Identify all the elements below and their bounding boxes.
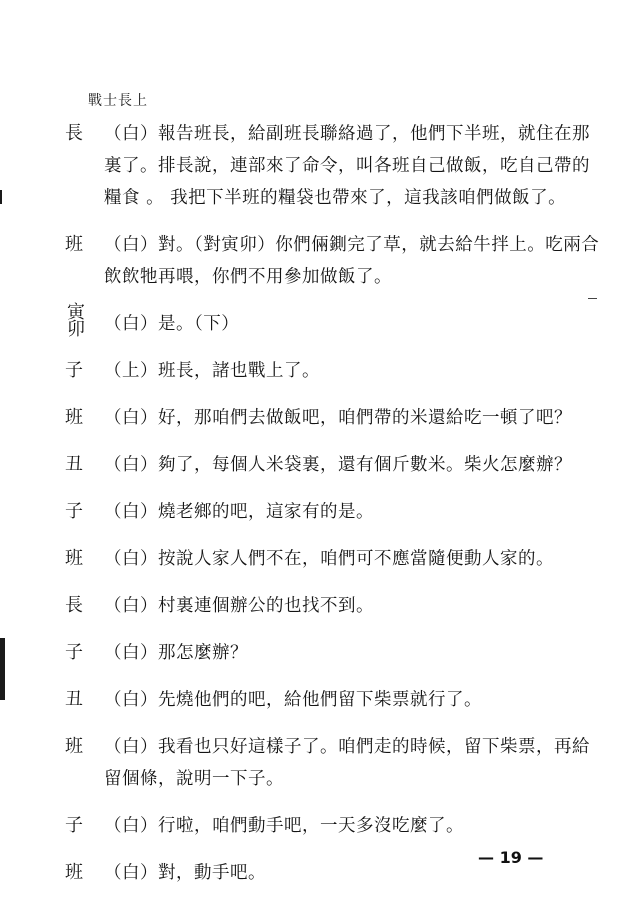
speech-text: （白）我看也只好這樣子了。咱們走的時候，留下柴票，再給留個條，說明一下子。 [104,737,590,789]
speech-text: （白）好，那咱們去做飯吧，咱們帶的米還給吃一頓了吧？ [104,408,572,428]
speech-text: （白）按說人家人們不在，咱們可不應當隨便動人家的。 [104,549,554,569]
dialogue-line [60,355,600,387]
speech-text: （白）行啦，咱們動手吧，一天多沒吃麼了。 [104,816,464,836]
speaker-label: 班 [65,548,83,569]
speaker-label: 班 [65,862,83,883]
speaker-label: 長 [65,123,83,144]
speech-text: （白）是。（下） [104,314,240,334]
dialogue-line [60,637,600,669]
script-dialogue [60,118,600,904]
speech-text: （白）燒老鄉的吧，這家有的是。 [104,502,374,522]
scan-margin-mark [0,638,5,700]
dialogue-line [60,810,600,842]
page-number: — 19 — [478,848,544,867]
speech-text: （白）村裏連個辦公的也找不到。 [104,596,374,616]
speaker-label: 班 [65,407,83,428]
speech-text: （白）夠了，每個人米袋裏，還有個斤數米。柴火怎麼辦？ [104,455,572,475]
dialogue-line [60,684,600,716]
speech-text: （白）對。（對寅卯）你們倆鍘完了草，就去給牛拌上。吃兩合飲飲牠再喂，你們不用參加做飯了。 [104,235,600,287]
speaker-label: 班 [65,736,83,757]
speaker-label: 子 [65,642,83,663]
speaker-label: 子 [65,501,83,522]
speaker-label: 班 [65,234,83,255]
speaker-label [60,304,88,338]
dialogue-line [60,229,600,293]
speech-text: （白）報告班長，給副班長聯絡過了，他們下半班，就住在那裏了。排長說，連部來了命令，叫各班自己做飯，吃自己帶的糧食 。 我把下半班的糧袋也帶來了，這我該咱們做飯了。 [104,124,590,208]
speaker-label: 子 [65,815,83,836]
dialogue-line [60,449,600,481]
dialogue-line [60,543,600,575]
speaker-label: 長 [65,595,83,616]
scan-margin-mark [0,190,2,204]
speaker-label: 丑 [65,454,83,475]
speaker-label: 丑 [65,689,83,710]
dialogue-line [60,731,600,795]
dialogue-line [60,118,600,214]
running-head: 戰士長上 [88,93,148,109]
speech-text: （白）對，動手吧。 [104,863,266,883]
dialogue-line [60,496,600,528]
dialogue-line [60,302,600,340]
speech-text: （上）班長，諸也戰上了。 [104,361,320,381]
speaker-label: 子 [65,360,83,381]
speech-text: （白）那怎麼辦？ [104,643,248,663]
speaker-label-part: 寅卯 [67,302,85,340]
speech-text: （白）先燒他們的吧，給他們留下柴票就行了。 [104,690,482,710]
dialogue-line [60,402,600,434]
dialogue-line [60,590,600,622]
